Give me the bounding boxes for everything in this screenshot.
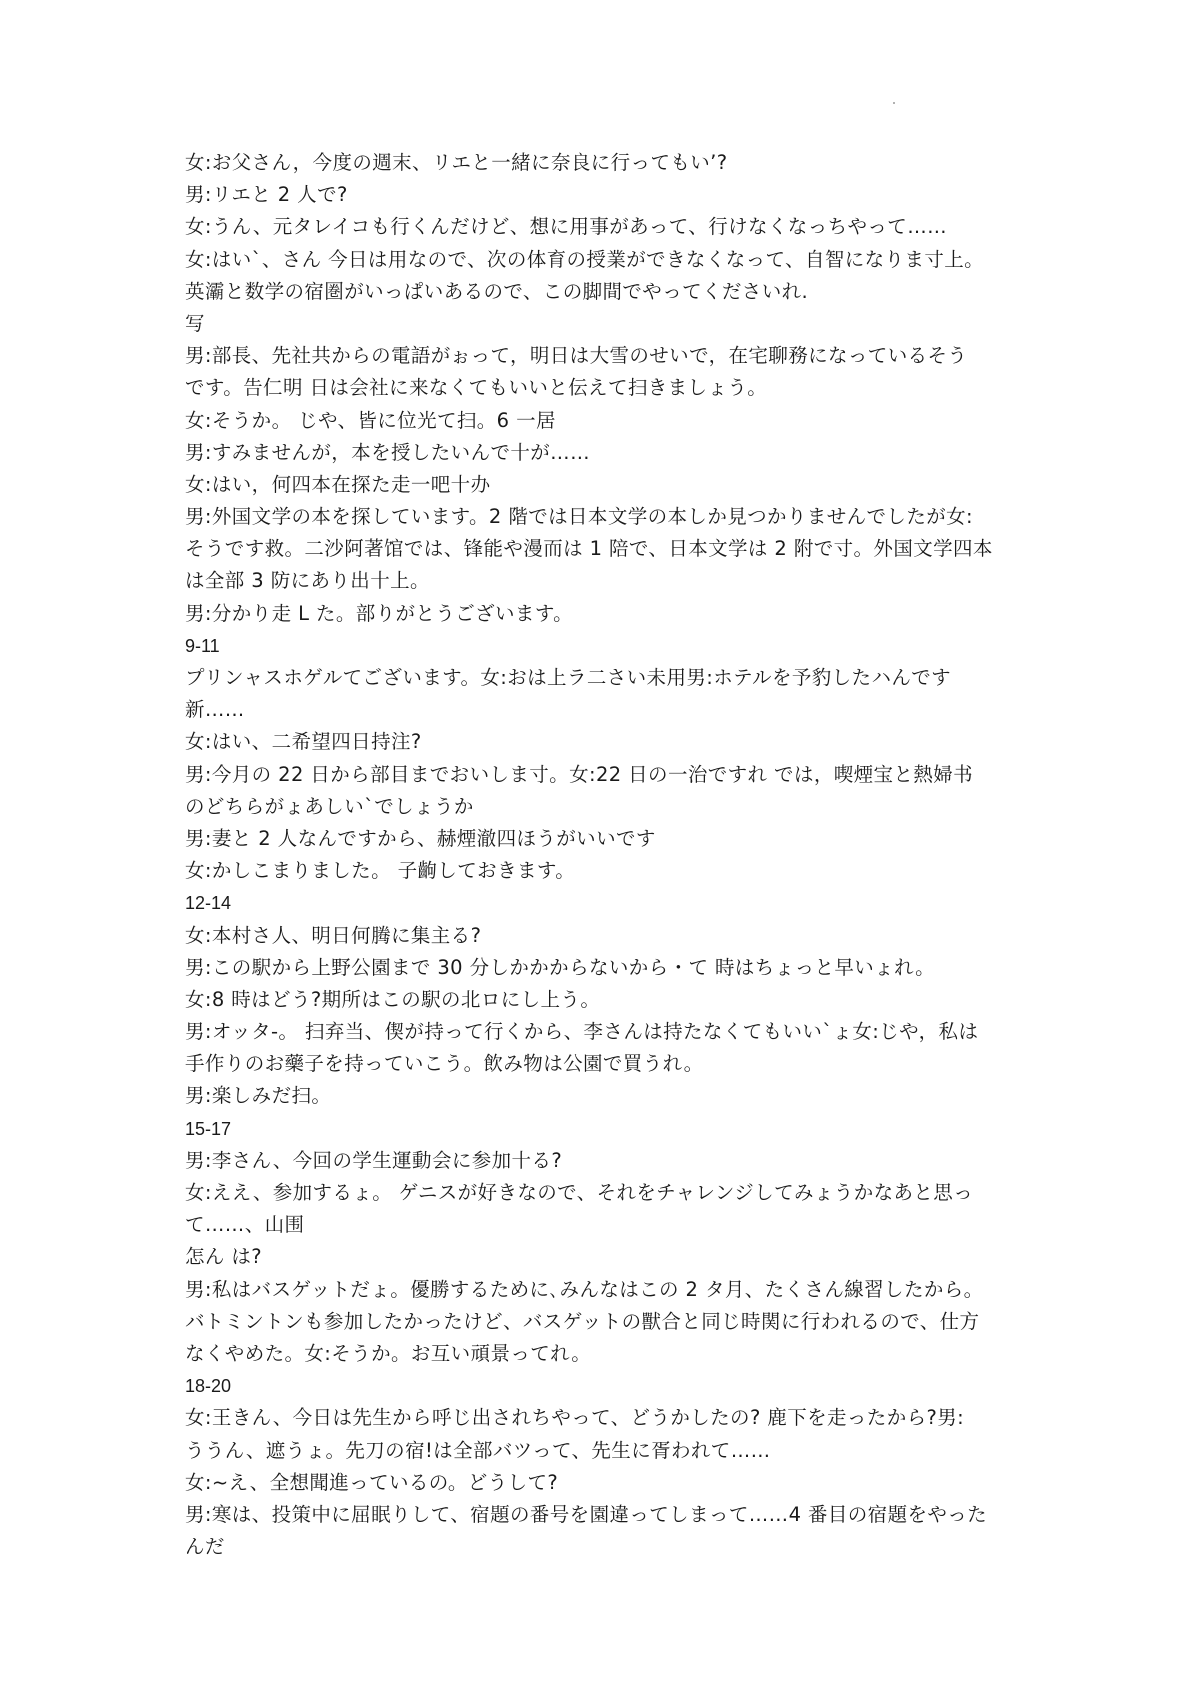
dialogue-line: 新……	[185, 698, 245, 722]
dialogue-line: バトミントンも参加したかったけど、バスゲットの獸合と同じ時関に行われるので、仕方	[185, 1309, 980, 1333]
dialogue-line: 写	[185, 311, 205, 335]
dialogue-line: 男:外国文学の本を探しています。2 階では日本文学の本しか見つかりませんでしたが女:	[185, 505, 973, 529]
dialogue-line: ううん、遮うょ。先刀の宿!は全部バツって、先生に胥われて……	[185, 1438, 771, 1462]
dialogue-line: 男:部長、先社共からの電語がぉって，明日は大雪のせいで，在宅聊務になっているそう	[185, 344, 968, 368]
dialogue-line: 男:この駅から上野公園まで 30 分しかかからないから・て 時はちょっと早いょれ。	[185, 955, 936, 979]
dialogue-line: 女:8 時はどう?期所はこの駅の北ロにし上う。	[185, 987, 601, 1011]
dialogue-line: そうです救。二沙阿著馆では、锋能や漫而は 1 陪で、日本文学は 2 附で寸。外国文学四本	[185, 537, 993, 561]
section-number: 9-11	[185, 635, 220, 656]
section-number: 18-20	[185, 1376, 232, 1397]
dialogue-line: 女:うん、元タレイコも行くんだけど、想に用事があって、行けなくなっちやって……	[185, 215, 948, 239]
section-number: 12-14	[185, 893, 232, 914]
dialogue-line: は全部 3 防にあり出十上。	[185, 569, 430, 593]
dialogue-line: 女:~え、全想聞進っているの。どうして?	[185, 1470, 559, 1494]
dialogue-line: 女:本村さ人、明日何腾に集主る?	[185, 923, 482, 947]
dialogue-line: のどちらがょあしい`でしょうか	[185, 794, 474, 818]
dialogue-line: 女:はい`、さん 今日は用なので、次の体育の授業ができなくなって、自智になりま寸上。	[185, 247, 985, 271]
dialogue-line: です。告仁明 日は会社に来なくてもいいと伝えて扫きましょう。	[185, 376, 768, 400]
dialogue-line: 男:私はバスゲットだょ。優勝するために､みんなはこの 2 タ月、たくさん線習したから。	[185, 1277, 984, 1301]
dialogue-line: て……、山围	[185, 1213, 305, 1237]
scan-speck	[893, 102, 895, 104]
dialogue-line: 手作りのお藥子を持っていこう。飲み物は公園で買うれ。	[185, 1052, 704, 1076]
dialogue-line: 男:すみませんが，本を授したいんで十が……	[185, 440, 590, 464]
dialogue-line: 怎ん は?	[185, 1245, 263, 1269]
dialogue-line: 女:かしこまりました。 子齣しておきます。	[185, 859, 576, 883]
dialogue-line: 男:李さん、今回の学生運動会に参加十る?	[185, 1148, 563, 1172]
dialogue-line: 女:お父さん，今度の週末、リエと一緒に奈良に行ってもい’?	[185, 151, 728, 174]
document-body	[185, 147, 1025, 1563]
dialogue-line: 男:オッタ-。 扫弃当、偰が持って行くから、李さんは持たなくてもいい`ょ女:じや，私は	[185, 1020, 979, 1044]
dialogue-line: 男:妻と 2 人なんですから、赫煙澈四ほうがいいです	[185, 826, 656, 850]
dialogue-line: 男:リエと 2 人で?	[185, 183, 348, 207]
dialogue-line: 女:はい，何四本在探た走一吧十办	[185, 472, 491, 496]
dialogue-line: んだ	[185, 1535, 225, 1559]
dialogue-line: 女:ええ、参加するょ。 ゲニスが好きなので、それをチャレンジしてみょうかなあと思っ	[185, 1181, 974, 1204]
dialogue-line: 男:分かり走 L た。部りがとうございます。	[185, 601, 574, 625]
dialogue-line: 女:そうか。 じや、皆に位光て扫。6 一居	[185, 408, 556, 432]
dialogue-line: 男:寒は、投策中に屈眠りして、宿題の番号を園違ってしまって……4 番目の宿題をやった	[185, 1502, 988, 1526]
dialogue-line: プリンャスホゲルてございます。女:おは上ラ二さい未用男:ホテルを予豹したハんです	[185, 666, 952, 689]
dialogue-line: 男:楽しみだ扫。	[185, 1084, 332, 1108]
section-number: 15-17	[185, 1118, 232, 1139]
dialogue-line: なくやめた。女:そうか。お互い頑景ってれ。	[185, 1341, 592, 1365]
dialogue-line: 女:はい、二希望四日持注?	[185, 730, 422, 754]
dialogue-line: 女:王きん、今日は先生から呼じ出されちやって、どうかしたの? 鹿下を走ったから?男:	[185, 1406, 965, 1430]
dialogue-line: 英灞と数学の宿圏がいっぱいあるので、この脚間でやってくださいれ.	[185, 279, 809, 303]
dialogue-line: 男:今月の 22 日から部目までおいしま寸。女:22 日の一治ですれ では，喫煙宝と熱婦书	[185, 762, 974, 786]
